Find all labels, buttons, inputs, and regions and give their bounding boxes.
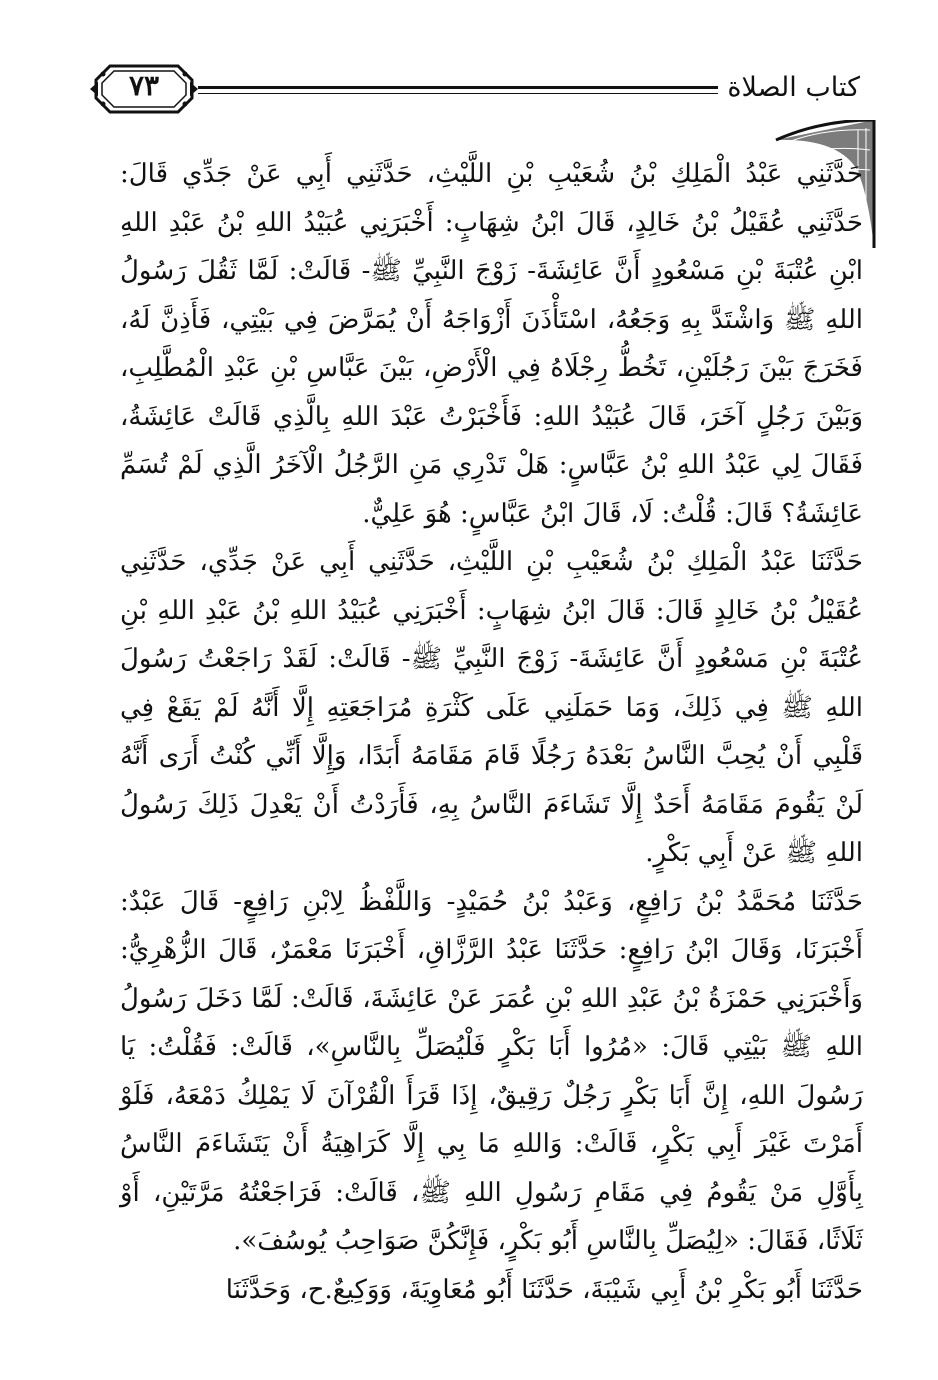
book-title: كتاب الصلاة <box>727 72 860 103</box>
hadith-paragraph: حَدَّثَنَا أَبُو بَكْرِ بْنُ أَبِي شَيْبَةَ، حَدَّثَنَا أَبُو مُعَاوِيَةَ، وَوَكِيعٌ.ح، وَحَدَّثَنَا <box>225 1274 863 1305</box>
page-body <box>120 150 863 1314</box>
hadith-paragraph: حَدَّثَنَا مُحَمَّدُ بْنُ رَافِعٍ، وَعَبْدُ بْنُ حُمَيْدٍ- وَاللَّفْظُ لِابْنِ رَافِعٍ- قَالَ عَبْدٌ: أَخْبَرَنَا، وَقَالَ ابْنُ رَافِعٍ: حَدَّثَنَا عَبْدُ الرَّزَّاقِ، أَخْبَرَنَا مَعْمَرٌ، قَالَ الزُّهْرِيُّ: وَأَخْبَرَنِي حَمْزَةُ بْنُ عَبْدِ اللهِ بْنِ عُمَرَ عَنْ عَائِشَةَ، قَالَتْ: لَمَّا دَخَلَ رَسُولُ اللهِ ﷺ بَيْتِي قَالَ: «مُرُوا أَبَا بَكْرٍ فَلْيُصَلِّ بِالنَّاسِ»، قَالَتْ: فَقُلْتُ: يَا رَسُولَ اللهِ، إِنَّ أَبَا بَكْرٍ رَجُلٌ رَقِيقٌ، إِذَا قَرَأَ الْقُرْآنَ لَا يَمْلِكُ دَمْعَهُ، فَلَوْ أَمَرْتَ غَيْرَ أَبِي بَكْرٍ، قَالَتْ: وَاللهِ مَا بِي إِلَّا كَرَاهِيَةُ أَنْ يَتَشَاءَمَ النَّاسُ بِأَوَّلِ مَنْ يَقُومُ فِي مَقَامِ رَسُولِ اللهِ ﷺ، قَالَتْ: فَرَاجَعْتُهُ مَرَّتَيْنِ، أَوْ ثَلَاثًا، فَقَالَ: «لِيُصَلِّ بِالنَّاسِ أَبُو بَكْرٍ، فَإِنَّكُنَّ صَوَاحِبُ يُوسُفَ». <box>120 886 863 1256</box>
page-number: ٧٣ <box>128 69 160 102</box>
header-rule <box>198 86 718 94</box>
page-header <box>0 0 938 130</box>
hadith-paragraph: حَدَّثَنِي عَبْدُ الْمَلِكِ بْنُ شُعَيْبِ بْنِ اللَّيْثِ، حَدَّثَنِي أَبِي عَنْ جَدِّي قَالَ: حَدَّثَنِي عُقَيْلُ بْنُ خَالِدٍ، قَالَ ابْنُ شِهَابٍ: أَخْبَرَنِي عُبَيْدُ اللهِ بْنُ عَبْدِ اللهِ ابْنِ عُتْبَةَ بْنِ مَسْعُودٍ أَنَّ عَائِشَةَ- زَوْجَ النَّبِيِّ ﷺ- قَالَتْ: لَمَّا ثَقُلَ رَسُولُ اللهِ ﷺ وَاشْتَدَّ بِهِ وَجَعُهُ، اسْتَأْذَنَ أَزْوَاجَهُ أَنْ يُمَرَّضَ فِي بَيْتِي، فَأَذِنَّ لَهُ، فَخَرَجَ بَيْنَ رَجُلَيْنِ، تَخُطُّ رِجْلَاهُ فِي الْأَرْضِ، بَيْنَ عَبَّاسِ بْنِ عَبْدِ الْمُطَّلِبِ، وَبَيْنَ رَجُلٍ آخَرَ، قَالَ عُبَيْدُ اللهِ: فَأَخْبَرْتُ عَبْدَ اللهِ بِالَّذِي قَالَتْ عَائِشَةُ، فَقَالَ لِي عَبْدُ اللهِ بْنُ عَبَّاسٍ: هَلْ تَدْرِي مَنِ الرَّجُلُ الْآخَرُ الَّذِي لَمْ تُسَمِّ عَائِشَةُ؟ قَالَ: قُلْتُ: لَا، قَالَ ابْنُ عَبَّاسٍ: هُوَ عَلِيٌّ. <box>120 159 863 529</box>
hadith-paragraph: حَدَّثَنَا عَبْدُ الْمَلِكِ بْنُ شُعَيْبِ بْنِ اللَّيْثِ، حَدَّثَنِي أَبِي عَنْ جَدِّي، حَدَّثَنِي عُقَيْلُ بْنُ خَالِدٍ قَالَ: قَالَ ابْنُ شِهَابٍ: أَخْبَرَنِي عُبَيْدُ اللهِ بْنُ عَبْدِ اللهِ بْنِ عُتْبَةَ بْنِ مَسْعُودٍ أَنَّ عَائِشَةَ- زَوْجَ النَّبِيِّ ﷺ- قَالَتْ: لَقَدْ رَاجَعْتُ رَسُولَ اللهِ ﷺ فِي ذَلِكَ، وَمَا حَمَلَنِي عَلَى كَثْرَةِ مُرَاجَعَتِهِ إِلَّا أَنَّهُ لَمْ يَقَعْ فِي قَلْبِي أَنْ يُحِبَّ النَّاسُ بَعْدَهُ رَجُلًا قَامَ مَقَامَهُ أَبَدًا، وَإِلَّا أَنِّي كُنْتُ أَرَى أَنَّهُ لَنْ يَقُومَ مَقَامَهُ أَحَدٌ إِلَّا تَشَاءَمَ النَّاسُ بِهِ، فَأَرَدْتُ أَنْ يَعْدِلَ ذَلِكَ رَسُولُ اللهِ ﷺ عَنْ أَبِي بَكْرٍ. <box>120 547 863 868</box>
